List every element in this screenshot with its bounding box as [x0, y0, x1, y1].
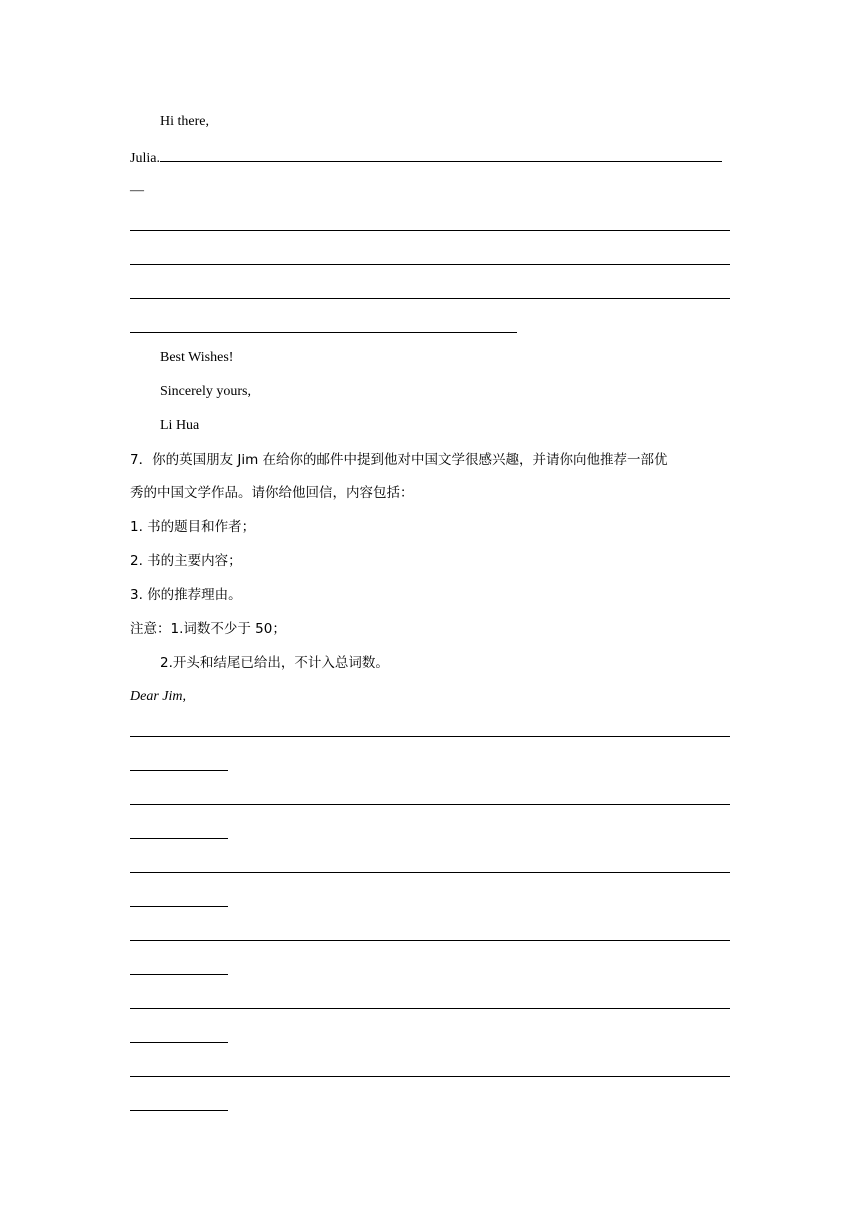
- question-7-point-1: 1. 书的题目和作者；: [130, 519, 256, 535]
- writing-line[interactable]: [130, 264, 730, 265]
- writing-line[interactable]: [130, 838, 228, 839]
- question-7-note-1: 注意：1.词数不少于 50；: [130, 621, 286, 637]
- writing-line[interactable]: [130, 804, 730, 805]
- writing-line[interactable]: [130, 1042, 228, 1043]
- question-7-point-2: 2. 书的主要内容；: [130, 553, 242, 569]
- writing-line[interactable]: [130, 872, 730, 873]
- letter-closing-1: Best Wishes!: [160, 350, 234, 365]
- question-7-note-2: 2.开头和结尾已给出，不计入总词数。: [160, 655, 389, 671]
- writing-line[interactable]: [130, 974, 228, 975]
- writing-line[interactable]: [130, 770, 228, 771]
- writing-line[interactable]: [130, 332, 517, 333]
- question-7-prompt-line-1: 7．你的英国朋友 Jim 在给你的邮件中提到他对中国文学很感兴趣，并请你向他推荐一部优: [130, 452, 668, 468]
- writing-line[interactable]: [130, 1076, 730, 1077]
- writing-line[interactable]: [130, 1008, 730, 1009]
- letter-salutation: Dear Jim,: [130, 689, 186, 704]
- letter-signature: Li Hua: [160, 418, 200, 433]
- letter-opening-line: [130, 148, 722, 168]
- question-7-point-3: 3. 你的推荐理由。: [130, 587, 242, 603]
- writing-line[interactable]: [130, 230, 730, 231]
- writing-line[interactable]: [130, 940, 730, 941]
- letter-closing-2: Sincerely yours,: [160, 384, 251, 399]
- letter-greeting: Hi there,: [160, 114, 209, 129]
- writing-blank[interactable]: [160, 148, 722, 162]
- letter-overflow-dash: —: [130, 183, 144, 198]
- writing-line[interactable]: [130, 736, 730, 737]
- question-7-prompt-line-2: 秀的中国文学作品。请你给他回信，内容包括：: [130, 485, 414, 501]
- writing-line[interactable]: [130, 906, 228, 907]
- writing-line[interactable]: [130, 298, 730, 299]
- letter-opening-word: Julia.: [130, 151, 160, 166]
- writing-line[interactable]: [130, 1110, 228, 1111]
